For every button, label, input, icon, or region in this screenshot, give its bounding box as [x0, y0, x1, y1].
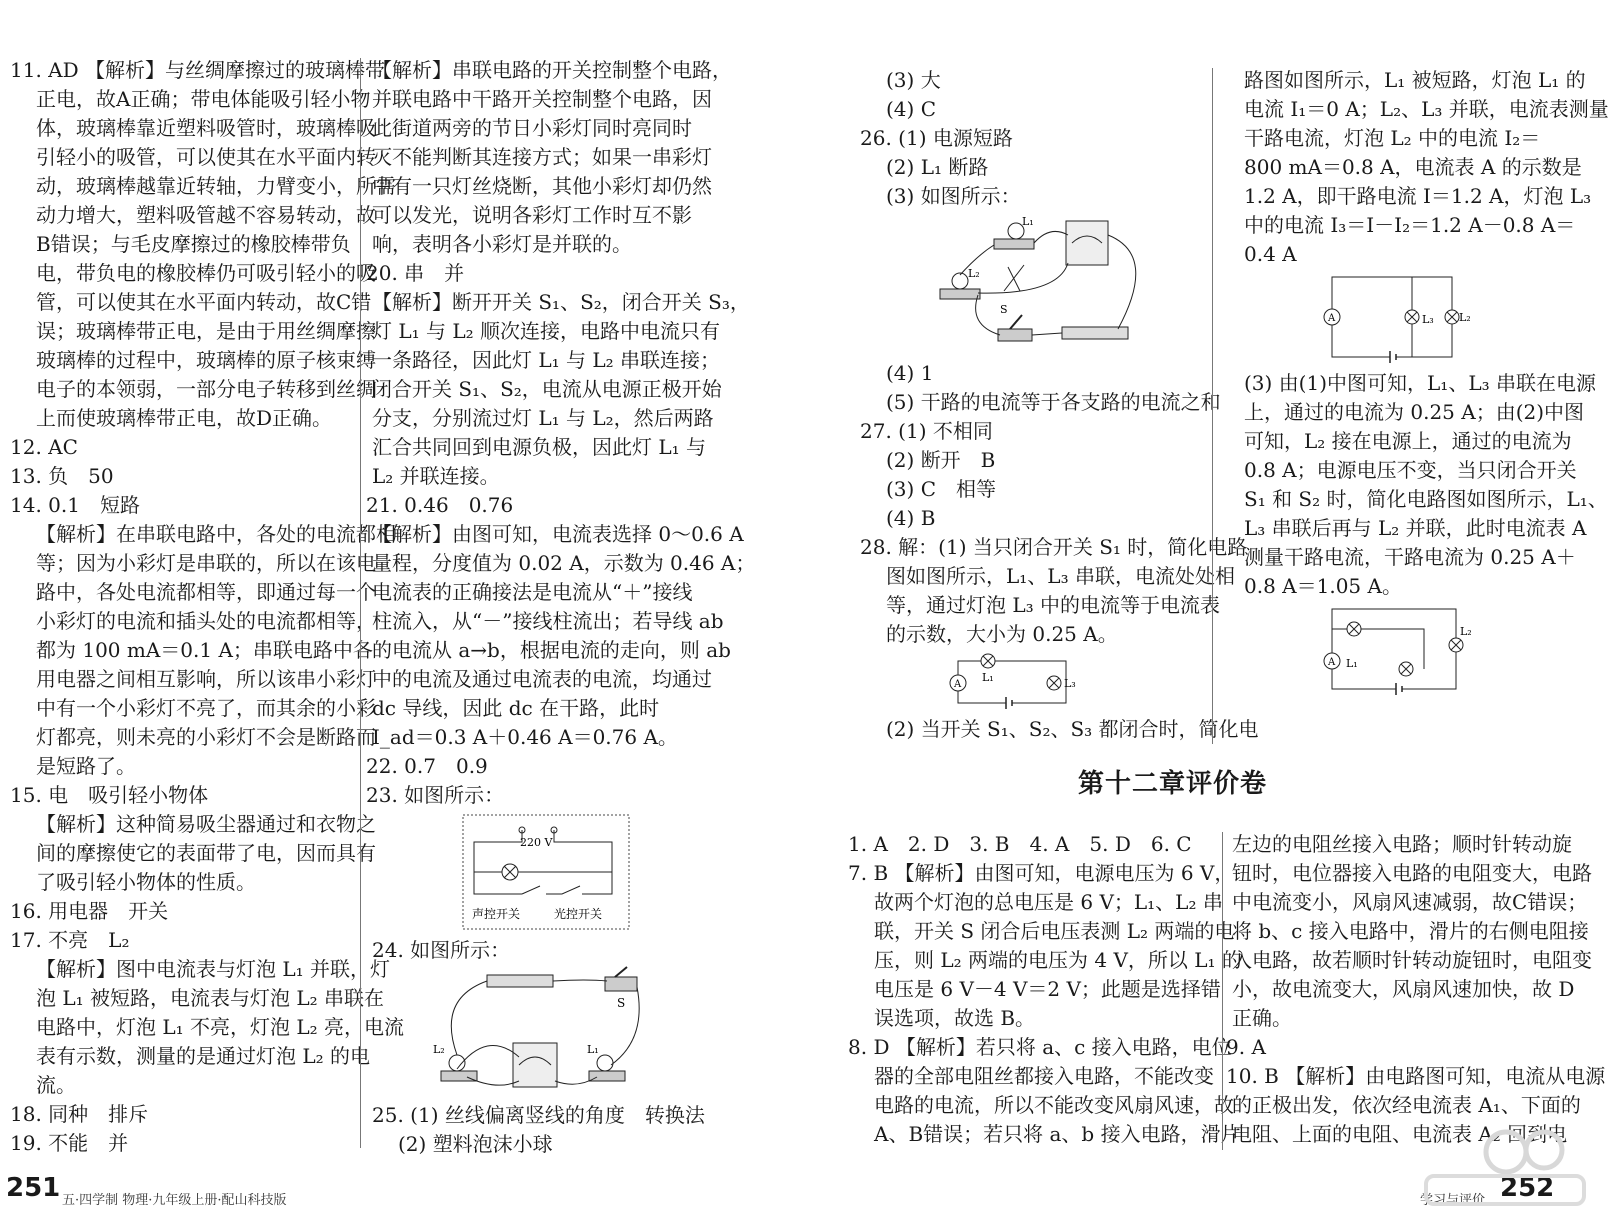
- right-column-1-top: [860, 66, 1200, 211]
- text-line: (2) 当开关 S₁、S₂、S₃ 都闭合时，简化电: [886, 717, 1259, 741]
- text-line: 引轻小的吸管，可以使其在水平面内转: [36, 145, 376, 169]
- q25-line-2: (2) 塑料泡沫小球: [398, 1132, 553, 1156]
- voltage-label: 220 V: [520, 836, 553, 849]
- text-line: 都为 100 mA＝0.1 A；串联电路中各: [36, 638, 373, 662]
- text-line: 9. A: [1226, 1035, 1266, 1059]
- text-line: 14. 0.1 短路: [10, 493, 140, 517]
- text-line: 此街道两旁的节日小彩灯同时亮同时: [372, 116, 692, 140]
- text-line: 【解析】图中电流表与灯泡 L₁ 并联，灯: [36, 957, 391, 981]
- right-page: [820, 0, 1609, 1222]
- circuit-photo-26: [938, 215, 1148, 355]
- left-column-2: [366, 56, 756, 1159]
- text-line: 动力增大，塑料吸管越不容易转动，故: [36, 203, 376, 227]
- text-line: 800 mA＝0.8 A，电流表 A 的示数是: [1244, 155, 1582, 179]
- text-line: 路图如图所示，L₁ 被短路，灯泡 L₁ 的: [1244, 68, 1586, 92]
- text-line: 响，表明各小彩灯是并联的。: [372, 232, 632, 256]
- lamp-l2-label-26: L₂: [968, 267, 980, 280]
- text-line: 汇合共同回到电源负极，因此灯 L₁ 与: [372, 435, 707, 459]
- text-line: 19. 不能 并: [10, 1131, 129, 1155]
- text-line: 电路中，灯泡 L₁ 不亮，灯泡 L₂ 亮，电流: [36, 1015, 405, 1039]
- text-line: (3) 大: [886, 68, 941, 92]
- text-line: 故两个灯泡的总电压是 6 V；L₁、L₂ 串: [874, 890, 1223, 914]
- watermark-logo: [1420, 1128, 1590, 1208]
- text-line: 器的全部电阻丝都接入电路，不能改变: [874, 1064, 1214, 1088]
- text-line: 1.2 A，即干路电流 I＝1.2 A，灯泡 L₃: [1244, 184, 1592, 208]
- text-line: dc 导线，因此 dc 在干路，此时: [372, 696, 660, 720]
- text-line: 11. AD 【解析】与丝绸摩擦过的玻璃棒带: [10, 58, 385, 82]
- text-line: 中的电流及通过电流表的电流，均通过: [372, 667, 712, 691]
- text-line: 将 b、c 接入电路中，滑片的右侧电阻接: [1232, 919, 1589, 943]
- figure-24-circuit: [427, 969, 732, 1097]
- text-line: 动，玻璃棒越靠近转轴，力臂变小，所需: [36, 174, 396, 198]
- text-line: 中有一个小彩灯不亮了，而其余的小彩: [36, 696, 376, 720]
- text-line: 灯 L₁ 与 L₂ 顺次连接，电路中电流只有: [372, 319, 721, 343]
- right-column-1: [860, 66, 1259, 744]
- text-line: (5) 干路的电流等于各支路的电流之和: [886, 390, 1221, 414]
- switch-s-label: S: [617, 996, 626, 1010]
- text-line: 正确。: [1232, 1006, 1292, 1030]
- text-line: 28. 解：(1) 当只闭合开关 S₁ 时，简化电路: [860, 535, 1248, 559]
- text-line: 17. 不亮 L₂: [10, 928, 130, 952]
- lamp-l1-label: L₁: [587, 1043, 599, 1056]
- text-line: 联，开关 S 闭合后电压表测 L₂ 两端的电: [874, 919, 1235, 943]
- text-line: 小，故电流变大，风扇风速加快，故 D: [1232, 977, 1575, 1001]
- text-line: 等，通过灯泡 L₃ 中的电流等于电流表: [886, 593, 1221, 617]
- text-line: 电，带负电的橡胶棒仍可吸引轻小的吸: [36, 261, 376, 285]
- q24-line: 24. 如图所示：: [372, 938, 511, 962]
- circuit-diagram-28c: [1324, 605, 1472, 697]
- figure-28b-circuit: [1324, 273, 1594, 365]
- text-line: 电路的电流，所以不能改变风扇风速，故: [874, 1093, 1234, 1117]
- text-line: 正电，故A正确；带电体能吸引轻小物: [36, 87, 371, 111]
- text-line: 压，则 L₂ 两端的电压为 4 V，所以 L₁ 的: [874, 948, 1242, 972]
- text-line: 闭合开关 S₁、S₂，电流从电源正极开始: [372, 377, 722, 401]
- lamp-l2-label-28b: L₂: [1459, 311, 1471, 324]
- text-line: (4) 1: [886, 361, 934, 385]
- right-column-1-mid: [860, 359, 1248, 649]
- text-line: B错误；与毛皮摩擦过的橡胶棒带负: [36, 232, 351, 256]
- text-line: 等；因为小彩灯是串联的，所以在该电: [36, 551, 376, 575]
- text-line: 【解析】串联电路的开关控制整个电路，: [372, 58, 732, 82]
- text-line: 一条路径，因此灯 L₁ 与 L₂ 串联连接；: [372, 348, 721, 372]
- left-column-2-text: [366, 56, 756, 810]
- lamp-l2-label: L₂: [433, 1043, 445, 1056]
- text-line: 0.4 A: [1244, 242, 1297, 266]
- text-line: 误选项，故选 B。: [874, 1006, 1036, 1030]
- text-line: (3) 由(1)中图可知，L₁、L₃ 串联在电源: [1244, 371, 1596, 395]
- text-line: 20. 串 并: [366, 261, 465, 285]
- text-line: 分支，分别流过灯 L₁ 与 L₂，然后两路: [372, 406, 714, 430]
- text-line: 可以发光，说明各彩灯工作时互不影: [372, 203, 692, 227]
- text-line: 【解析】由图可知，电流表选择 0～0.6 A: [372, 522, 744, 546]
- text-line: 15. 电 吸引轻小物体: [10, 783, 209, 807]
- text-line: 量程，分度值为 0.02 A，示数为 0.46 A；: [372, 551, 756, 575]
- text-line: 是短路了。: [36, 754, 136, 778]
- text-line: 电子的本领弱，一部分电子转移到丝绸: [36, 377, 376, 401]
- page-number-left: 251: [6, 1173, 61, 1203]
- circuit-diagram-28a: [948, 653, 1078, 711]
- right-column-2: [1244, 66, 1609, 701]
- figure-23-circuit: [462, 814, 732, 932]
- circuit-photo-24: [427, 969, 647, 1097]
- text-line: 电阻、上面的电阻、电流表 A₂ 回到电: [1232, 1122, 1568, 1146]
- text-line: A、B错误；若只将 a、b 接入电路，滑片: [874, 1122, 1241, 1146]
- text-line: 8. D 【解析】若只将 a、c 接入电路，电位: [848, 1035, 1232, 1059]
- right-column-2-mid: [1244, 369, 1608, 601]
- right-column-2-top: [1244, 66, 1609, 269]
- text-line: 23. 如图所示：: [366, 783, 505, 807]
- lamp-l3-label-28b: L₃: [1422, 313, 1434, 326]
- text-line: 21. 0.46 0.76: [366, 493, 514, 517]
- text-line: (4) C: [886, 97, 936, 121]
- text-line: 流。: [36, 1073, 76, 1097]
- right-bottom-column-2: [1226, 830, 1606, 1149]
- text-line: 灯都亮，则未亮的小彩灯不会是断路而: [36, 725, 376, 749]
- text-line: 泡 L₁ 被短路，电流表与灯泡 L₂ 串联在: [36, 986, 385, 1010]
- figure-28c-circuit: [1324, 605, 1594, 697]
- right-column-1-end: [860, 715, 1259, 744]
- text-line: 测量干路电流，干路电流为 0.25 A＋: [1244, 545, 1576, 569]
- text-line: 路中，各处电流都相等，即通过每一个: [36, 580, 376, 604]
- text-line: 的正极出发，依次经电流表 A₁、下面的: [1232, 1093, 1581, 1117]
- right-bottom-column-1: [848, 830, 1242, 1149]
- text-line: 中电流变小，风扇风速减弱，故C错误；: [1232, 890, 1588, 914]
- column-divider-bottom: [1222, 832, 1223, 1150]
- text-line: 灭不能判断其连接方式；如果一串彩灯: [372, 145, 712, 169]
- left-column-1: [10, 56, 405, 1158]
- text-line: S₁ 和 S₂ 时，简化电路图如图所示，L₁、: [1244, 487, 1608, 511]
- text-line: 电压是 6 V－4 V＝2 V；此题是选择错: [874, 977, 1221, 1001]
- text-line: 上而使玻璃棒带正电，故D正确。: [36, 406, 333, 430]
- text-line: 柱流入，从“－”接线柱流出；若导线 ab: [372, 609, 724, 633]
- text-line: 钮时，电位器接入电路的电阻变大，电路: [1232, 861, 1592, 885]
- text-line: 12. AC: [10, 435, 78, 459]
- left-page: [0, 0, 780, 1222]
- text-line: 中的电流 I₃＝I－I₂＝1.2 A－0.8 A＝: [1244, 213, 1576, 237]
- lamp-l2-label-28c: L₂: [1460, 625, 1472, 638]
- figure-26-circuit: [938, 215, 1200, 355]
- text-line: 0.8 A；电源电压不变，当只闭合开关: [1244, 458, 1577, 482]
- text-line: (3) C 相等: [886, 477, 996, 501]
- text-line: (2) 断开 B: [886, 448, 996, 472]
- circuit-diagram-28b: [1324, 273, 1472, 365]
- lamp-l1-label-28a: L₁: [982, 671, 994, 684]
- text-line: I_ad＝0.3 A＋0.46 A＝0.76 A。: [372, 725, 678, 749]
- circuit-diagram-23: [462, 814, 632, 932]
- text-line: 表有示数，测量的是通过灯泡 L₂ 的电: [36, 1044, 371, 1068]
- light-switch-label: 光控开关: [554, 907, 603, 921]
- text-line: 图如图所示，L₁、L₃ 串联，电流处处相: [886, 564, 1235, 588]
- text-line: 【解析】在串联电路中，各处的电流都相: [36, 522, 396, 546]
- ammeter-label-28c: A: [1328, 657, 1336, 668]
- footer-right: 学习与评价: [1420, 1193, 1486, 1208]
- text-line: 13. 负 50: [10, 464, 114, 488]
- text-line: 的示数，大小为 0.25 A。: [886, 622, 1118, 646]
- figure-28a-circuit: [948, 653, 1200, 711]
- text-line: 误；玻璃棒带正电，是由于用丝绸摩擦: [36, 319, 376, 343]
- text-line: 10. B 【解析】由电路图可知，电流从电源: [1226, 1064, 1606, 1088]
- switch-s-label-26: S: [1000, 303, 1008, 316]
- text-line: 了吸引轻小物体的性质。: [36, 870, 256, 894]
- text-line: 用电器之间相互影响，所以该串小彩灯: [36, 667, 376, 691]
- text-line: 中有一只灯丝烧断，其他小彩灯却仍然: [372, 174, 712, 198]
- text-line: L₂ 并联连接。: [372, 464, 500, 488]
- text-line: 电流表的正确接法是电流从“＋”接线: [372, 580, 693, 604]
- text-line: (2) L₁ 断路: [886, 155, 989, 179]
- column-divider: [360, 58, 361, 1148]
- text-line: (3) 如图所示：: [886, 184, 1021, 208]
- footer-left: 五·四学制 物理·九年级上册·配山科技版: [62, 1193, 287, 1208]
- column-divider-top: [1212, 68, 1213, 744]
- lamp-l3-label-28a: L₃: [1064, 677, 1076, 690]
- ammeter-label-28a: A: [954, 679, 962, 690]
- text-line: 干路电流，灯泡 L₂ 中的电流 I₂＝: [1244, 126, 1541, 150]
- text-line: 管，可以使其在水平面内转动，故C错: [36, 290, 372, 314]
- text-line: 体，玻璃棒靠近塑料吸管时，玻璃棒吸: [36, 116, 376, 140]
- page-number-right: 252: [1500, 1173, 1555, 1203]
- text-line: 22. 0.7 0.9: [366, 754, 488, 778]
- text-line: 【解析】断开开关 S₁、S₂，闭合开关 S₃，: [372, 290, 750, 314]
- text-line: 左边的电阻丝接入电路；顺时针转动旋: [1232, 832, 1572, 856]
- text-line: 26. (1) 电源短路: [860, 126, 1013, 150]
- text-line: 16. 用电器 开关: [10, 899, 169, 923]
- sound-switch-label: 声控开关: [472, 907, 521, 921]
- lamp-l1-label-26: L₁: [1022, 215, 1034, 228]
- text-line: 的电流从 a→b，根据电流的走向，则 ab: [372, 638, 731, 662]
- text-line: 电流 I₁＝0 A；L₂、L₃ 并联，电流表测量: [1244, 97, 1609, 121]
- text-line: 18. 同种 排斥: [10, 1102, 149, 1126]
- lamp-l1-label-28c: L₁: [1346, 657, 1358, 670]
- text-line: 入电路，故若顺时针转动旋钮时，电阻变: [1232, 948, 1592, 972]
- q25-line-1: 25. (1) 丝线偏离竖线的角度 转换法: [372, 1103, 705, 1127]
- text-line: L₃ 串联后再与 L₂ 并联，此时电流表 A: [1244, 516, 1587, 540]
- text-line: (4) B: [886, 506, 936, 530]
- text-line: 并联电路中干路开关控制整个电路，因: [372, 87, 712, 111]
- text-line: 小彩灯的电流和插头处的电流都相等，: [36, 609, 376, 633]
- text-line: 【解析】这种简易吸尘器通过和衣物之: [36, 812, 376, 836]
- ammeter-label-28b: A: [1328, 313, 1336, 324]
- text-line: 0.8 A＝1.05 A。: [1244, 574, 1402, 598]
- chapter-title: 第十二章评价卷: [1078, 769, 1268, 799]
- text-line: 可知，L₂ 接在电源上，通过的电流为: [1244, 429, 1572, 453]
- text-line: 间的摩擦使它的表面带了电，因而具有: [36, 841, 376, 865]
- text-line: 玻璃棒的过程中，玻璃棒的原子核束缚: [36, 348, 376, 372]
- text-line: 上，通过的电流为 0.25 A；由(2)中图: [1244, 400, 1585, 424]
- text-line: 27. (1) 不相同: [860, 419, 993, 443]
- text-line: 7. B 【解析】由图可知，电源电压为 6 V，: [848, 861, 1235, 885]
- text-line: 1. A 2. D 3. B 4. A 5. D 6. C: [848, 832, 1192, 856]
